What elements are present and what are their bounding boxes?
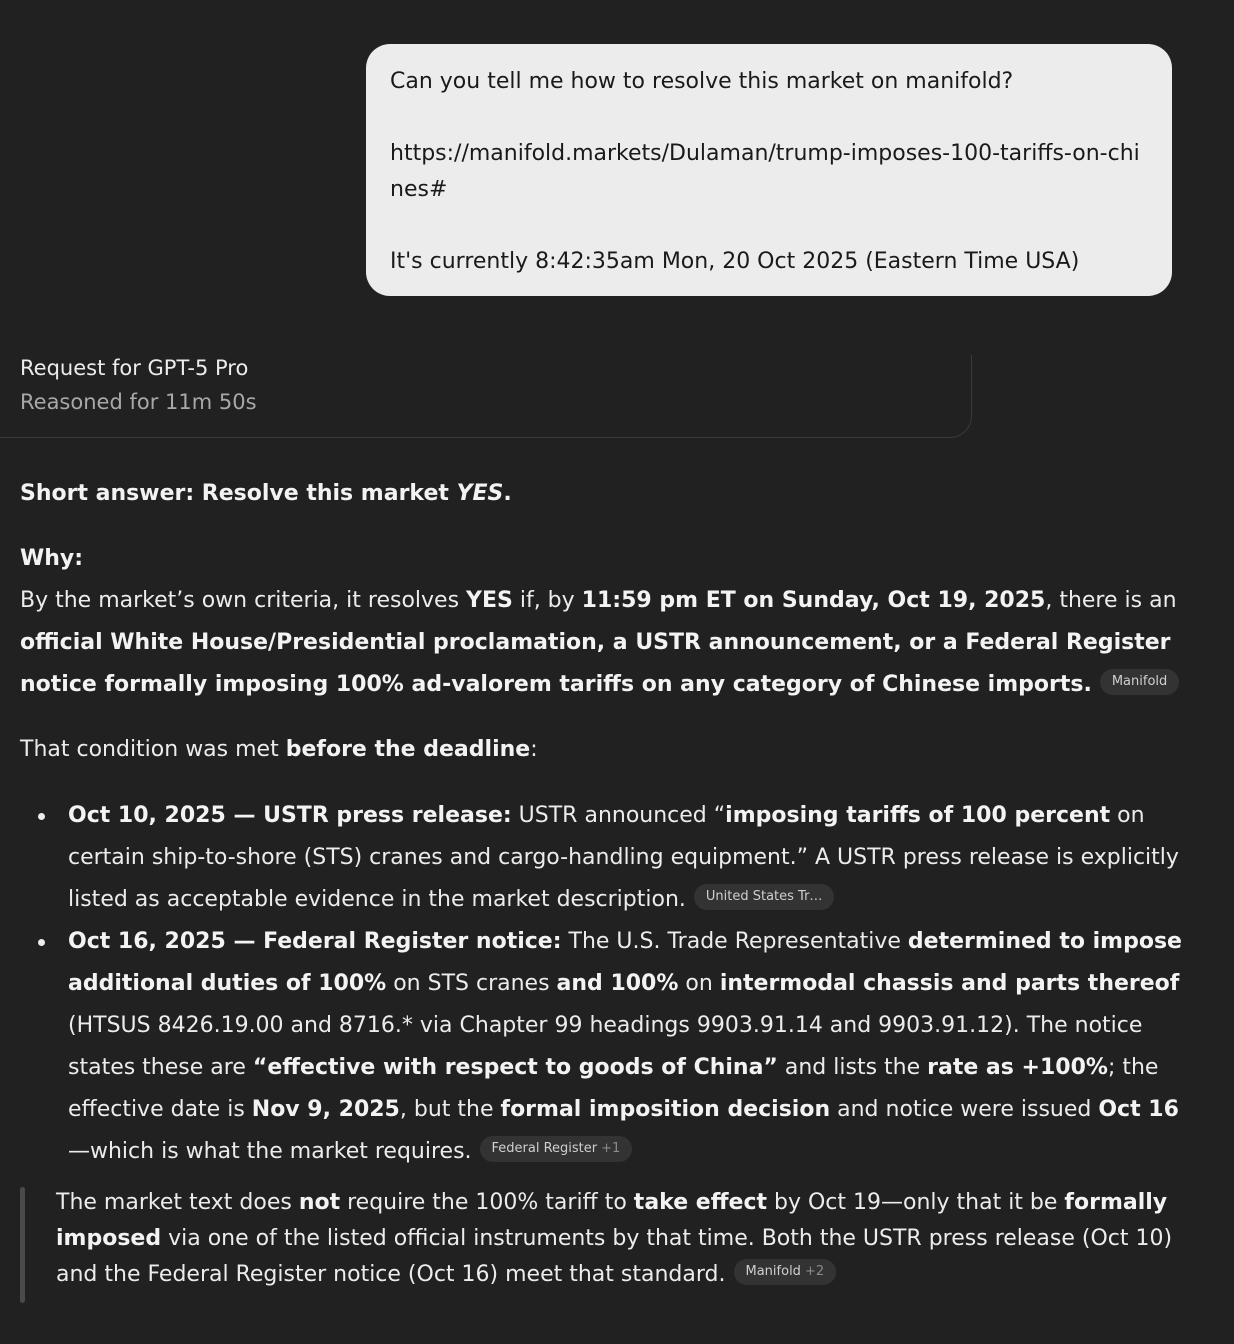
evidence-list <box>20 795 1190 1173</box>
reasoning-title: Request for GPT-5 Pro <box>20 356 249 380</box>
why-heading: Why: <box>20 546 84 571</box>
quote-text: The market text does not require the 100% tariff to take effect by Oct 19—only that it be formally imposed via one of the listed official instruments by that time. Both the USTR press release (Oct 10) and the Federal Register notice (Oct 16) meet that standard. Manifold +2 <box>56 1190 1173 1287</box>
user-message-url[interactable]: https://manifold.markets/Dulaman/trump-imposes-100-tariffs-on-chines# <box>390 141 1140 202</box>
list-item: Oct 16, 2025 — Federal Register notice: The U.S. Trade Representative determined to impose additional duties of 100% on STS cranes and 100% on intermodal chassis and parts thereof (HTSUS 8426.19.00 and 8716.* via Chapter 99 headings 9903.91.14 and 9903.91.12). The notice states these are “effective with respect to goods of China” and lists the rate as +100%; the effective date is Nov 9, 2025, but the formal imposition decision and notice were issued Oct 16—which is what the market requires. Federal Register +1 <box>20 921 1190 1173</box>
assistant-answer <box>20 474 1190 1293</box>
citation-chip[interactable]: Federal Register +1 <box>480 1136 633 1162</box>
citation-chip[interactable]: Manifold <box>1100 669 1179 695</box>
citation-chip[interactable]: Manifold +2 <box>734 1259 837 1285</box>
user-message-line: Can you tell me how to resolve this market on manifold? <box>390 69 1014 94</box>
quote-bar <box>20 1187 25 1303</box>
reasoning-duration: Reasoned for 11m 50s <box>20 390 257 414</box>
short-answer: Short answer: Resolve this market YES. <box>20 481 512 506</box>
why-paragraph: Why: By the market’s own criteria, it resolves YES if, by 11:59 pm ET on Sunday, Oct 19, 2025, there is an official White House/Presidential proclamation, a USTR announcement, or a Federal Register notice formally imposing 100% ad-valorem tariffs on any category of Chinese imports. Manifold <box>20 538 1190 706</box>
citation-chip[interactable]: United States Tr… <box>694 884 835 910</box>
user-message-line: It's currently 8:42:35am Mon, 20 Oct 2025 (Eastern Time USA) <box>390 249 1080 274</box>
list-item: Oct 10, 2025 — USTR press release: USTR announced “imposing tariffs of 100 percent on certain ship-to-shore (STS) cranes and cargo-handling equipment.” A USTR press release is explicitly listed as acceptable evidence in the market description. United States Tr… <box>20 795 1190 921</box>
user-message-bubble <box>366 44 1172 296</box>
blockquote <box>20 1185 1190 1293</box>
condition-paragraph: That condition was met before the deadline: <box>20 737 538 762</box>
